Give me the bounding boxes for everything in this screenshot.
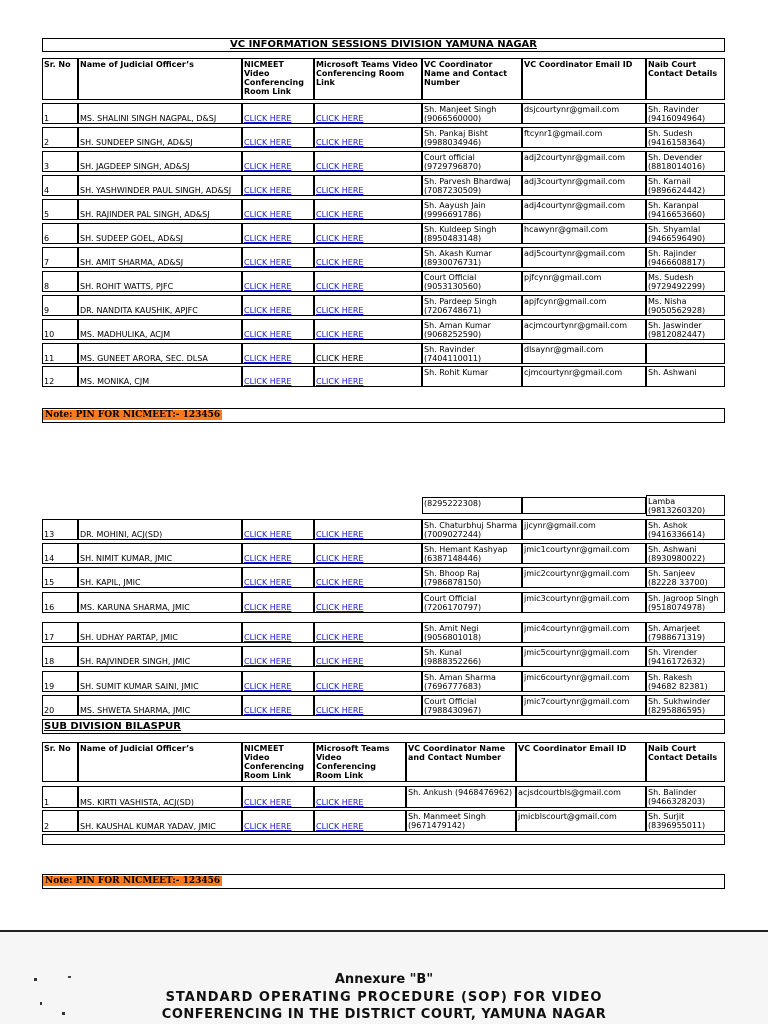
table-cell-email: dsjcourtynr@gmail.com (522, 103, 646, 124)
table-cell-coord: Sh. Bhoop Raj (7986878150) (422, 567, 522, 588)
table-cell-naib: Sh. Jaswinder (9812082447) (646, 319, 725, 340)
table-cell-coord: Sh. Hemant Kashyap (6387148446) (422, 543, 522, 564)
column-header-teams: Microsoft Teams Video Conferencing Room Link (314, 58, 422, 100)
table-cell-email: dlsaynr@gmail.com (522, 343, 646, 364)
table-cell-naib: Sh. Jagroop Singh (9518074978) (646, 592, 725, 613)
table-cell-naib: Sh. Rajinder (9466608817) (646, 247, 725, 268)
table-cell-officer: SH. JAGDEEP SINGH, AD&SJ (78, 151, 242, 172)
table-cell-email: acjmcourtynr@gmail.com (522, 319, 646, 340)
annexure-scan (0, 930, 768, 1024)
table-cell-email: jmicblscourt@gmail.com (516, 810, 646, 832)
sub-division-title: SUB DIVISION BILASPUR (42, 719, 725, 734)
table-cell-naib: Sh. Surjit (8396955011) (646, 810, 725, 832)
column-header-sr: Sr. No (42, 742, 78, 782)
table-cell-coord: Sh. Chaturbhuj Sharma (7009027244) (422, 519, 522, 540)
table-cell-coord: Sh. Ravinder (7404110011) (422, 343, 522, 364)
row-1-nic-link[interactable]: CLICK HERE (242, 786, 314, 808)
table-cell-sr: 11 (42, 343, 78, 364)
scan-speck (40, 1002, 42, 1005)
column-header-sr: Sr. No (42, 58, 78, 100)
row-16-nic-link[interactable]: CLICK HERE (242, 592, 314, 613)
row-4-nic-link[interactable]: CLICK HERE (242, 175, 314, 196)
table-cell-sr: 16 (42, 592, 78, 613)
row-10-teams-link[interactable]: CLICK HERE (314, 319, 422, 340)
row-10-nic-link[interactable]: CLICK HERE (242, 319, 314, 340)
table-cell-email: adj4courtynr@gmail.com (522, 199, 646, 220)
table-cell-officer: SH. KAUSHAL KUMAR YADAV, JMIC (78, 810, 242, 832)
table-cell-email: jmic5courtynr@gmail.com (522, 646, 646, 667)
table-cell-sr: 2 (42, 127, 78, 148)
table-cell-coord: Sh. Akash Kumar (8930076731) (422, 247, 522, 268)
column-header-nic: NICMEET Video Conferencing Room Link (242, 742, 314, 782)
table-cell-email: adj3courtynr@gmail.com (522, 175, 646, 196)
column-header-teams: Microsoft Teams Video Conferencing Room Link (314, 742, 406, 782)
table-cell-officer: SH. ROHIT WATTS, PJFC (78, 271, 242, 292)
row-15-teams-link[interactable]: CLICK HERE (314, 567, 422, 588)
table-cell-naib: Sh. Karanpal (9416653660) (646, 199, 725, 220)
row-3-nic-link[interactable]: CLICK HERE (242, 151, 314, 172)
table-cell-coord: Sh. Aman Kumar (9068252590) (422, 319, 522, 340)
table-cell-coord: Sh. Rohit Kumar (422, 366, 522, 387)
table-cell-sr: 8 (42, 271, 78, 292)
table-cell-email: jjcynr@gmail.com (522, 519, 646, 540)
row-1-teams-link[interactable]: CLICK HERE (314, 103, 422, 124)
table-cell-email: pjfcynr@gmail.com (522, 271, 646, 292)
column-header-officer: Name of Judicial Officer’s (78, 58, 242, 100)
table-cell-sr: 12 (42, 366, 78, 387)
row-19-nic-link[interactable]: CLICK HERE (242, 671, 314, 692)
table-cell-coord: Sh. Kuldeep Singh (8950483148) (422, 223, 522, 244)
table-cell-naib: Sh. Sanjeev (82228 33700) (646, 567, 725, 588)
table-cell-naib: Sh. Devender (8818014016) (646, 151, 725, 172)
scan-speck (34, 978, 37, 981)
table-cell-email: jmic6courtynr@gmail.com (522, 671, 646, 692)
table-cell-officer: SH. UDHAY PARTAP, JMIC (78, 622, 242, 643)
table-cell-officer: SH. AMIT SHARMA, AD&SJ (78, 247, 242, 268)
table-cell-officer: MS. MADHULIKA, ACJM (78, 319, 242, 340)
column-header-coord: VC Coordinator Name and Contact Number (422, 58, 522, 100)
table-cell-naib (646, 343, 725, 364)
table-cell-naib: Sh. Ashwani (646, 366, 725, 387)
row-5-teams-link[interactable]: CLICK HERE (314, 199, 422, 220)
table-cell-officer: MS. SHALINI SINGH NAGPAL, D&SJ (78, 103, 242, 124)
table-cell-naib: Sh. Sudesh (9416158364) (646, 127, 725, 148)
table-cell-coord: Sh. Amit Negi (9056801018) (422, 622, 522, 643)
table-cell-coord: Sh. Manjeet Singh (9066560000) (422, 103, 522, 124)
table-cell-coord: Court Official (7206170797) (422, 592, 522, 613)
scan-speck (68, 976, 71, 978)
table-cell-email: hcawynr@gmail.com (522, 223, 646, 244)
table-cell-email: acjsdcourtbls@gmail.com (516, 786, 646, 808)
row-8-nic-link[interactable]: CLICK HERE (242, 271, 314, 292)
table-cell-sr: 5 (42, 199, 78, 220)
table-cell-officer: MS. GUNEET ARORA, SEC. DLSA (78, 343, 242, 364)
table-cell-sr: 7 (42, 247, 78, 268)
table-cell-naib: Ms. Sudesh (9729492299) (646, 271, 725, 292)
table-cell-coord: Sh. Aman Sharma (7696777683) (422, 671, 522, 692)
table-cell-sr: 19 (42, 671, 78, 692)
row-1-nic-link[interactable]: CLICK HERE (242, 103, 314, 124)
column-header-naib: Naib Court Contact Details (646, 742, 725, 782)
row-5-nic-link[interactable]: CLICK HERE (242, 199, 314, 220)
table-cell-officer: MS. SHWETA SHARMA, JMIC (78, 695, 242, 716)
table-cell-officer: MS. KIRTI VASHISTA, ACJ(SD) (78, 786, 242, 808)
table-cell-sr: 1 (42, 786, 78, 808)
row-14-nic-link[interactable]: CLICK HERE (242, 543, 314, 564)
row-2-nic-link[interactable]: CLICK HERE (242, 127, 314, 148)
row-2-teams-link[interactable]: CLICK HERE (314, 127, 422, 148)
table-cell-coord: Sh. Pardeep Singh (7206748671) (422, 295, 522, 316)
table-cell-coord: Court official (9729796870) (422, 151, 522, 172)
annexure-label: Annexure "B" (334, 972, 434, 987)
row-9-teams-link[interactable]: CLICK HERE (314, 295, 422, 316)
row-6-teams-link[interactable]: CLICK HERE (314, 223, 422, 244)
row-13-teams-link[interactable]: CLICK HERE (314, 519, 422, 540)
table-cell-sr: 17 (42, 622, 78, 643)
table-cell-naib: Sh. Shyamlal (9466596490) (646, 223, 725, 244)
table-cell-sr: 14 (42, 543, 78, 564)
table-cell-email: adj2courtynr@gmail.com (522, 151, 646, 172)
table-cell-officer: SH. RAJVINDER SINGH, JMIC (78, 646, 242, 667)
annexure-heading-line2: CONFERENCING IN THE DISTRICT COURT, YAMUNA NAGAR (161, 1007, 607, 1022)
scan-speck (62, 1012, 65, 1015)
nicmeet-pin-note-2: Note: PIN FOR NICMEET:- 123456 (42, 874, 725, 889)
table-cell-teams: CLICK HERE (314, 343, 422, 364)
table-cell-naib: Sh. Karnail (9896624442) (646, 175, 725, 196)
row-15-nic-link[interactable]: CLICK HERE (242, 567, 314, 588)
row-12-nic-link[interactable]: CLICK HERE (242, 366, 314, 387)
row-17-teams-link[interactable]: CLICK HERE (314, 622, 422, 643)
table-cell-coord: Sh. Aayush Jain (9996691786) (422, 199, 522, 220)
table-cell-sr: 6 (42, 223, 78, 244)
table-cell-naib: Ms. Nisha (9050562928) (646, 295, 725, 316)
row-7-teams-link[interactable]: CLICK HERE (314, 247, 422, 268)
table-empty-row (42, 834, 725, 845)
table-cell-sr: 3 (42, 151, 78, 172)
page-title: VC INFORMATION SESSIONS DIVISION YAMUNA NAGAR (42, 38, 725, 52)
table-cell-officer: DR. NANDITA KAUSHIK, APJFC (78, 295, 242, 316)
row-13-nic-link[interactable]: CLICK HERE (242, 519, 314, 540)
table-cell-naib: Sh. Virender (9416172632) (646, 646, 725, 667)
continuation-email (522, 497, 646, 514)
row-20-teams-link[interactable]: CLICK HERE (314, 695, 422, 716)
row-2-teams-link[interactable]: CLICK HERE (314, 810, 406, 832)
continuation-coordinator: (8295222308) (422, 497, 522, 514)
table-cell-officer: SH. SUMIT KUMAR SAINI, JMIC (78, 671, 242, 692)
row-18-teams-link[interactable]: CLICK HERE (314, 646, 422, 667)
table-cell-officer: MS. KARUNA SHARMA, JMIC (78, 592, 242, 613)
table-cell-officer: SH. SUNDEEP SINGH, AD&SJ (78, 127, 242, 148)
table-cell-sr: 1 (42, 103, 78, 124)
column-header-email: VC Coordinator Email ID (516, 742, 646, 782)
table-cell-coord: Sh. Ankush (9468476962) (406, 786, 516, 808)
row-19-teams-link[interactable]: CLICK HERE (314, 671, 422, 692)
table-cell-coord: Court Official (9053130560) (422, 271, 522, 292)
table-cell-officer: SH. YASHWINDER PAUL SINGH, AD&SJ (78, 175, 242, 196)
table-cell-email: jmic4courtynr@gmail.com (522, 622, 646, 643)
table-cell-naib: Sh. Rakesh (94682 82381) (646, 671, 725, 692)
column-header-nic: NICMEET Video Conferencing Room Link (242, 58, 314, 100)
row-6-nic-link[interactable]: CLICK HERE (242, 223, 314, 244)
row-3-teams-link[interactable]: CLICK HERE (314, 151, 422, 172)
row-17-nic-link[interactable]: CLICK HERE (242, 622, 314, 643)
table-cell-naib: Sh. Ashok (9416336614) (646, 519, 725, 540)
row-4-teams-link[interactable]: CLICK HERE (314, 175, 422, 196)
row-16-teams-link[interactable]: CLICK HERE (314, 592, 422, 613)
column-header-coord: VC Coordinator Name and Contact Number (406, 742, 516, 782)
table-cell-sr: 4 (42, 175, 78, 196)
annexure-heading-line1: STANDARD OPERATING PROCEDURE (SOP) FOR VIDEO (165, 990, 603, 1005)
table-cell-coord: Court Official (7988430967) (422, 695, 522, 716)
table-cell-naib: Sh. Amarjeet (7988671319) (646, 622, 725, 643)
column-header-email: VC Coordinator Email ID (522, 58, 646, 100)
table-cell-coord: Sh. Kunal (9888352266) (422, 646, 522, 667)
table-cell-email: jmic2courtynr@gmail.com (522, 567, 646, 588)
row-9-nic-link[interactable]: CLICK HERE (242, 295, 314, 316)
continuation-naib: Lamba (9813260320) (646, 495, 725, 516)
table-cell-naib: Sh. Ravinder (9416094964) (646, 103, 725, 124)
table-cell-email: jmic3courtynr@gmail.com (522, 592, 646, 613)
table-cell-email: ftcynr1@gmail.com (522, 127, 646, 148)
table-cell-sr: 9 (42, 295, 78, 316)
table-cell-sr: 15 (42, 567, 78, 588)
table-cell-naib: Sh. Sukhwinder (8295886595) (646, 695, 725, 716)
row-8-teams-link[interactable]: CLICK HERE (314, 271, 422, 292)
table-cell-sr: 18 (42, 646, 78, 667)
row-1-teams-link[interactable]: CLICK HERE (314, 786, 406, 808)
table-cell-sr: 13 (42, 519, 78, 540)
column-header-officer: Name of Judicial Officer’s (78, 742, 242, 782)
table-cell-sr: 10 (42, 319, 78, 340)
table-cell-naib: Sh. Balinder (9466328203) (646, 786, 725, 808)
table-cell-sr: 2 (42, 810, 78, 832)
table-cell-officer: SH. NIMIT KUMAR, JMIC (78, 543, 242, 564)
table-cell-email: cjmcourtynr@gmail.com (522, 366, 646, 387)
table-cell-officer: SH. RAJINDER PAL SINGH, AD&SJ (78, 199, 242, 220)
row-12-teams-link[interactable]: CLICK HERE (314, 366, 422, 387)
row-18-nic-link[interactable]: CLICK HERE (242, 646, 314, 667)
row-2-nic-link[interactable]: CLICK HERE (242, 810, 314, 832)
table-cell-coord: Sh. Parvesh Bhardwaj (7087230509) (422, 175, 522, 196)
table-cell-sr: 20 (42, 695, 78, 716)
table-cell-naib: Sh. Ashwani (8930980022) (646, 543, 725, 564)
row-11-nic-link[interactable]: CLICK HERE (242, 343, 314, 364)
table-cell-email: adj5courtynr@gmail.com (522, 247, 646, 268)
table-cell-email: jmic7courtynr@gmail.com (522, 695, 646, 716)
table-cell-email: apjfcynr@gmail.com (522, 295, 646, 316)
row-14-teams-link[interactable]: CLICK HERE (314, 543, 422, 564)
table-cell-coord: Sh. Manmeet Singh (9671479142) (406, 810, 516, 832)
row-7-nic-link[interactable]: CLICK HERE (242, 247, 314, 268)
table-cell-coord: Sh. Pankaj Bisht (9988034946) (422, 127, 522, 148)
table-cell-officer: DR. MOHINI, ACJ(SD) (78, 519, 242, 540)
table-cell-officer: SH. KAPIL, JMIC (78, 567, 242, 588)
table-cell-email: jmic1courtynr@gmail.com (522, 543, 646, 564)
table-cell-officer: MS. MONIKA, CJM (78, 366, 242, 387)
nicmeet-pin-note: Note: PIN FOR NICMEET:- 123456 (42, 408, 725, 423)
column-header-naib: Naib Court Contact Details (646, 58, 725, 100)
table-cell-officer: SH. SUDEEP GOEL, AD&SJ (78, 223, 242, 244)
row-20-nic-link[interactable]: CLICK HERE (242, 695, 314, 716)
